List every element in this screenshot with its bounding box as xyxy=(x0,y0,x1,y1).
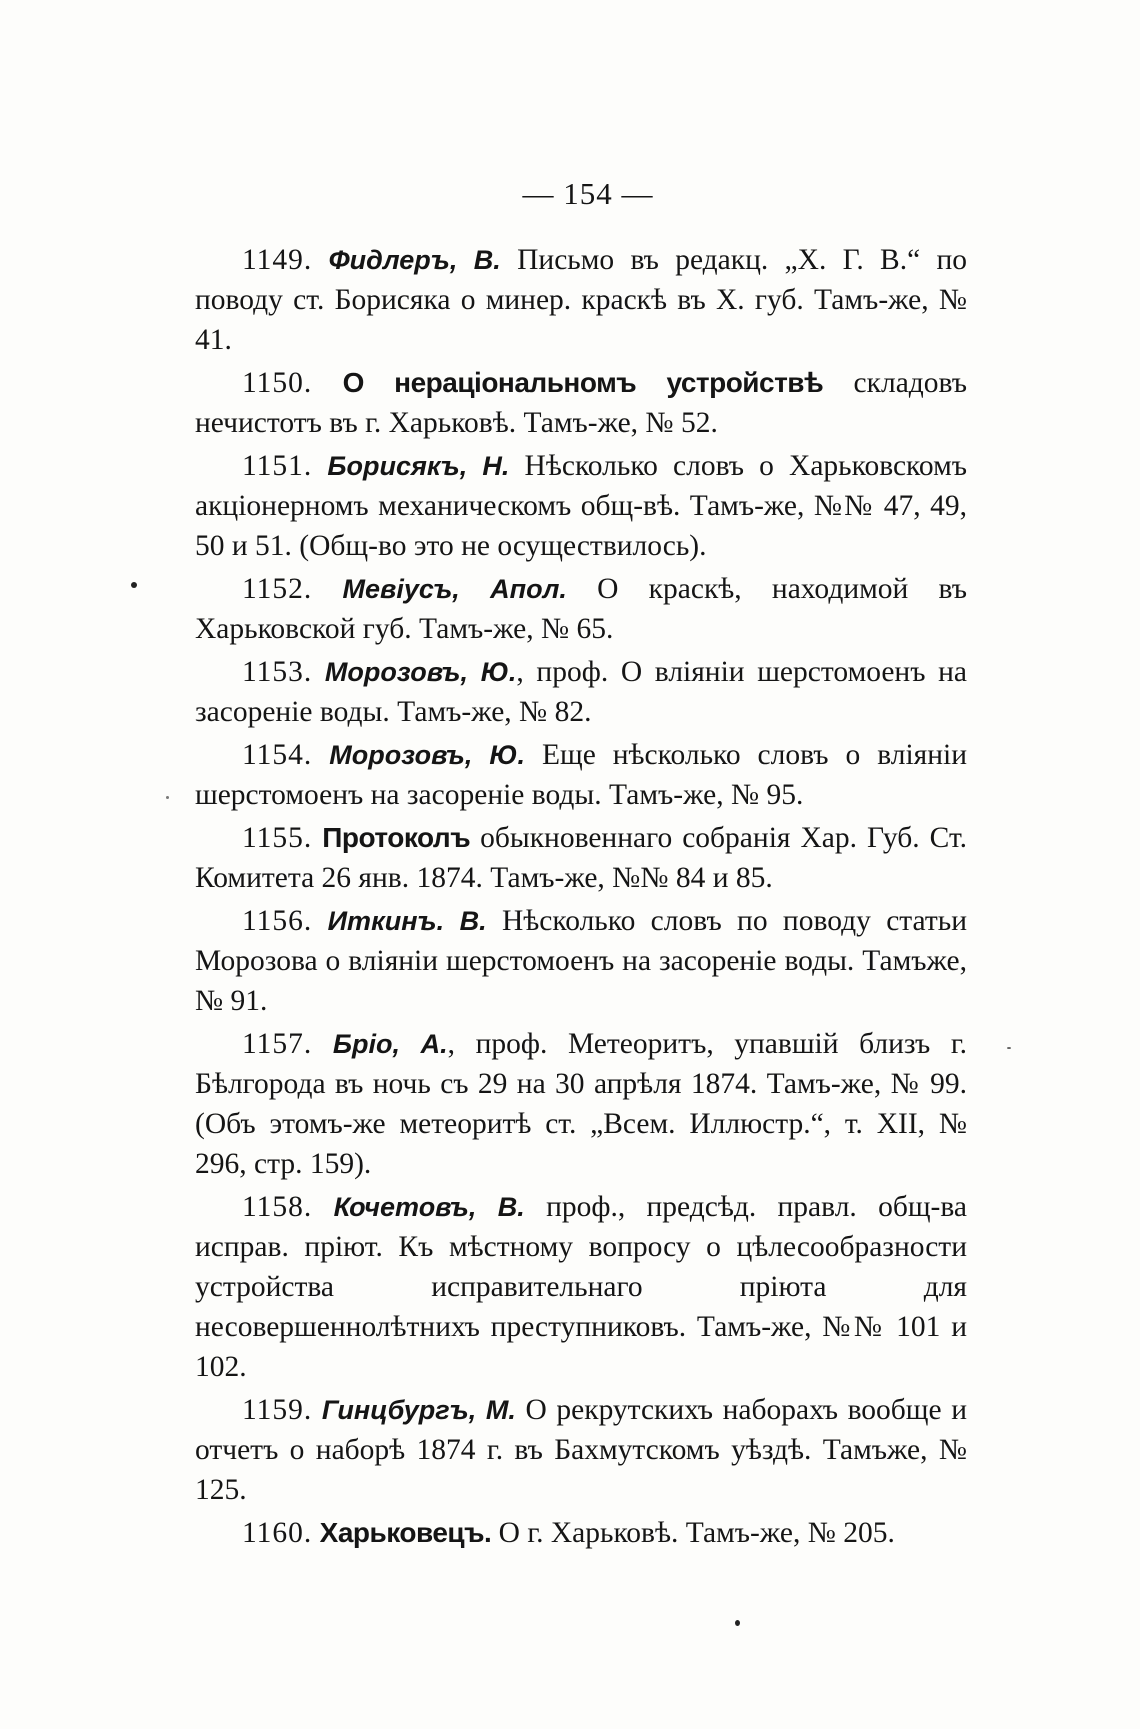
entry-text: складовъ нечистотъ въ г. Харьковѣ. Тамъ-же, № 52. xyxy=(195,367,968,439)
entry-author: Бріо, А. xyxy=(332,1029,448,1059)
entry-1153 xyxy=(195,652,967,732)
entry-number: 1154. xyxy=(242,739,313,771)
entry-1159 xyxy=(195,1390,967,1510)
ink-speck xyxy=(735,1620,740,1626)
entry-number: 1152. xyxy=(242,573,313,605)
bibliography-list xyxy=(195,240,967,1556)
entry-1150 xyxy=(195,363,967,443)
entry-number: 1155. xyxy=(242,822,313,854)
entry-text: Нѣсколько словъ по поводу статьи Морозова о вліяніи шерстомоенъ на засореніе воды. Тамъже, № 91. xyxy=(195,905,968,1017)
entry-heading: О нераціональномъ устройствѣ xyxy=(342,367,824,398)
ink-speck xyxy=(166,796,169,799)
entry-number: 1160. xyxy=(242,1517,313,1549)
entry-number: 1153. xyxy=(242,656,313,688)
entry-number: 1157. xyxy=(242,1028,313,1060)
entry-1158 xyxy=(195,1187,967,1387)
entry-text: О краскѣ, находимой въ Харьковской губ. Тамъ-же, № 65. xyxy=(195,573,967,645)
entry-number: 1159. xyxy=(242,1394,313,1426)
entry-text: Еще нѣсколько словъ о вліяніи шерстомоенъ на засореніе воды. Тамъ-же, № 95. xyxy=(195,739,968,811)
entry-1154 xyxy=(195,735,967,815)
entry-text: обыкновеннаго собранія Хар. Губ. Ст. Комитета 26 янв. 1874. Тамъ-же, №№ 84 и 85. xyxy=(195,822,967,894)
entry-heading: Харьковецъ. xyxy=(319,1517,492,1548)
entry-text: О рекрутскихъ наборахъ вообще и отчетъ о наборѣ 1874 г. въ Бахмутскомъ уѣздѣ. Тамъже, № 125. xyxy=(195,1394,967,1506)
entry-1157 xyxy=(195,1024,967,1184)
entry-heading: Протоколъ xyxy=(322,822,471,853)
ink-speck xyxy=(131,582,137,588)
entry-author: Морозовъ, Ю. xyxy=(324,657,517,687)
entry-1149 xyxy=(195,240,967,360)
entry-number: 1151. xyxy=(242,450,313,482)
entry-1160 xyxy=(195,1513,967,1553)
entry-text: О г. Харьковѣ. Тамъ-же, № 205. xyxy=(491,1517,895,1549)
entry-number: 1156. xyxy=(242,905,313,937)
page-number: — 154 — xyxy=(522,176,654,211)
entry-author: Иткинъ. В. xyxy=(327,906,487,936)
entry-author: Борисякъ, Н. xyxy=(327,451,510,481)
entry-number: 1149. xyxy=(242,244,313,276)
entry-1155 xyxy=(195,818,967,898)
entry-text: Письмо въ редакц. „Х. Г. В.“ по поводу ст. Борисяка о минер. краскѣ въ Х. губ. Тамъ-же, № 41. xyxy=(195,244,967,356)
entry-number: 1158. xyxy=(242,1191,313,1223)
entry-text: Нѣсколько словъ о Харьковскомъ акціонерномъ механическомъ общ-вѣ. Тамъ-же, №№ 47, 49, 50 и 51. (Общ-во это не осуществилось). xyxy=(195,450,967,562)
entry-number: 1150. xyxy=(242,367,313,399)
ink-speck xyxy=(1007,1047,1011,1049)
entry-1151 xyxy=(195,446,967,566)
entry-1152 xyxy=(195,569,967,649)
entry-text: , проф. Метеоритъ, упавшій близъ г. Бѣлгорода въ ночь съ 29 на 30 апрѣля 1874. Тамъ-же, № 99. (Объ этомъ-же метеоритѣ ст. „Всем. Иллюстр.“, т. XII, № 296, стр. 159). xyxy=(195,1028,968,1180)
entry-author: Кочетовъ, В. xyxy=(333,1192,525,1222)
entry-text: проф., предсѣд. правл. общ-ва исправ. пріют. Къ мѣстному вопросу о цѣлесообразности устройства исправительнаго пріюта для несовершеннолѣтнихъ преступниковъ. Тамъ-же, №№ 101 и 102. xyxy=(195,1191,967,1383)
entry-author: Фидлеръ, В. xyxy=(328,245,501,275)
entry-author: Гинцбургъ, М. xyxy=(321,1395,516,1425)
entry-text: , проф. О вліяніи шерстомоенъ на засореніе воды. Тамъ-же, № 82. xyxy=(195,656,967,728)
entry-1156 xyxy=(195,901,967,1021)
entry-author: Мевіусъ, Апол. xyxy=(342,574,567,604)
entry-author: Морозовъ, Ю. xyxy=(329,740,526,770)
